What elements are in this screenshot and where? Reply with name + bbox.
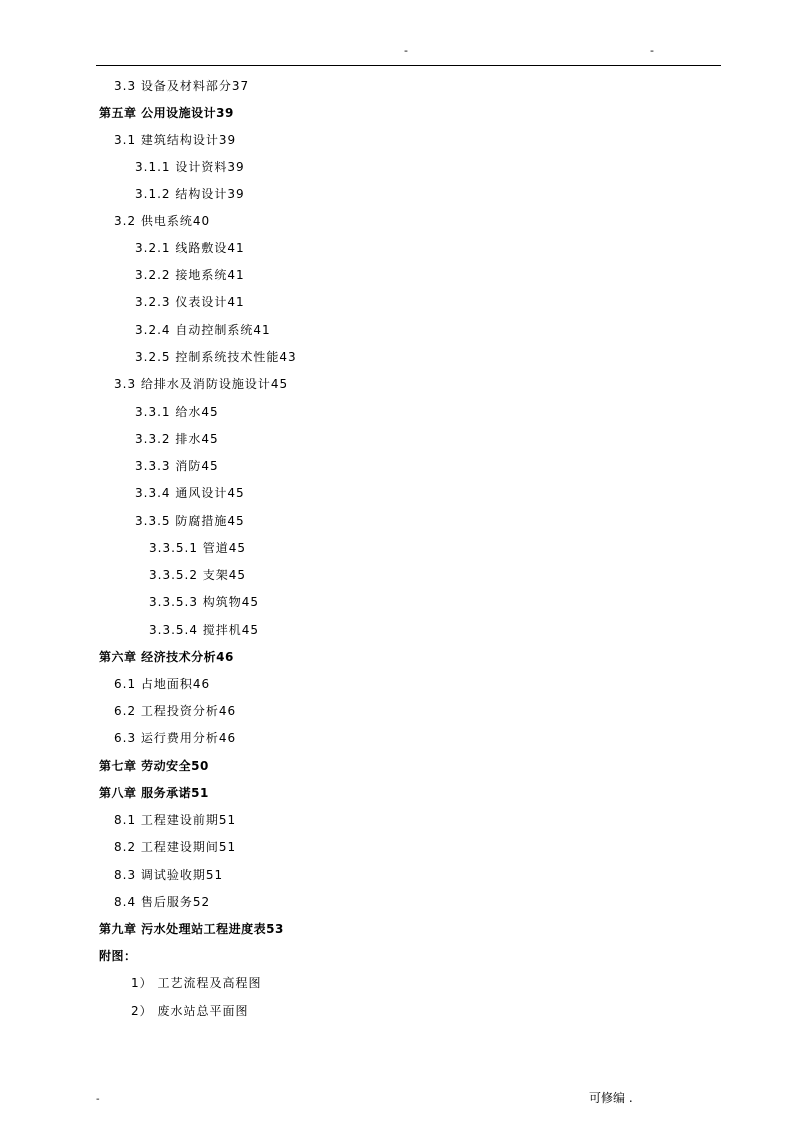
footer-editable-note: 可修编 . [589,1091,633,1105]
toc-entry: 3.3 设备及材料部分37 [114,79,250,93]
toc-entry: 3.2.5 控制系统技术性能43 [135,350,297,364]
toc-chapter-entry: 第九章 污水处理站工程进度表53 [99,922,284,936]
toc-chapter-entry: 第五章 公用设施设计39 [99,106,234,120]
toc-entry: 6.1 占地面积46 [114,677,211,691]
toc-chapter-entry: 第八章 服务承诺51 [99,786,209,800]
toc-entry: 3.3 给排水及消防设施设计45 [114,377,289,391]
toc-entry: 3.3.4 通风设计45 [135,486,245,500]
toc-entry: 8.3 调试验收期51 [114,868,224,882]
toc-entry: 3.1.2 结构设计39 [135,187,245,201]
header-rule [96,65,721,66]
toc-entry: 3.2.1 线路敷设41 [135,241,245,255]
toc-entry: 3.1.1 设计资料39 [135,160,245,174]
toc-entry: 8.1 工程建设前期51 [114,813,237,827]
footer-left-mark: - [96,1094,100,1105]
toc-chapter-entry: 第六章 经济技术分析46 [99,650,234,664]
toc-entry: 3.3.5.4 搅拌机45 [149,623,260,637]
toc-chapter-entry: 第七章 劳动安全50 [99,759,209,773]
toc-entry: 3.3.3 消防45 [135,459,219,473]
header-center-mark: - [404,44,408,57]
toc-entry: 3.2.2 接地系统41 [135,268,245,282]
toc-entry: 3.1 建筑结构设计39 [114,133,237,147]
toc-entry: 3.2.3 仪表设计41 [135,295,245,309]
appendix-heading: 附图： [99,949,137,963]
toc-entry: 3.3.5.1 管道45 [149,541,247,555]
toc-entry: 3.3.1 给水45 [135,405,219,419]
header-right-mark: - [650,44,654,57]
appendix-item: 1） 工艺流程及高程图 [131,976,262,990]
toc-entry: 3.3.5.3 构筑物45 [149,595,260,609]
appendix-item: 2） 废水站总平面图 [131,1004,249,1018]
toc-entry: 6.2 工程投资分析46 [114,704,237,718]
toc-entry: 3.3.5 防腐措施45 [135,514,245,528]
toc-entry: 3.3.5.2 支架45 [149,568,247,582]
toc-entry: 3.2 供电系统40 [114,214,211,228]
toc-entry: 3.2.4 自动控制系统41 [135,323,271,337]
toc-entry: 8.2 工程建设期间51 [114,840,237,854]
toc-entry: 6.3 运行费用分析46 [114,731,237,745]
toc-entry: 3.3.2 排水45 [135,432,219,446]
toc-entry: 8.4 售后服务52 [114,895,211,909]
